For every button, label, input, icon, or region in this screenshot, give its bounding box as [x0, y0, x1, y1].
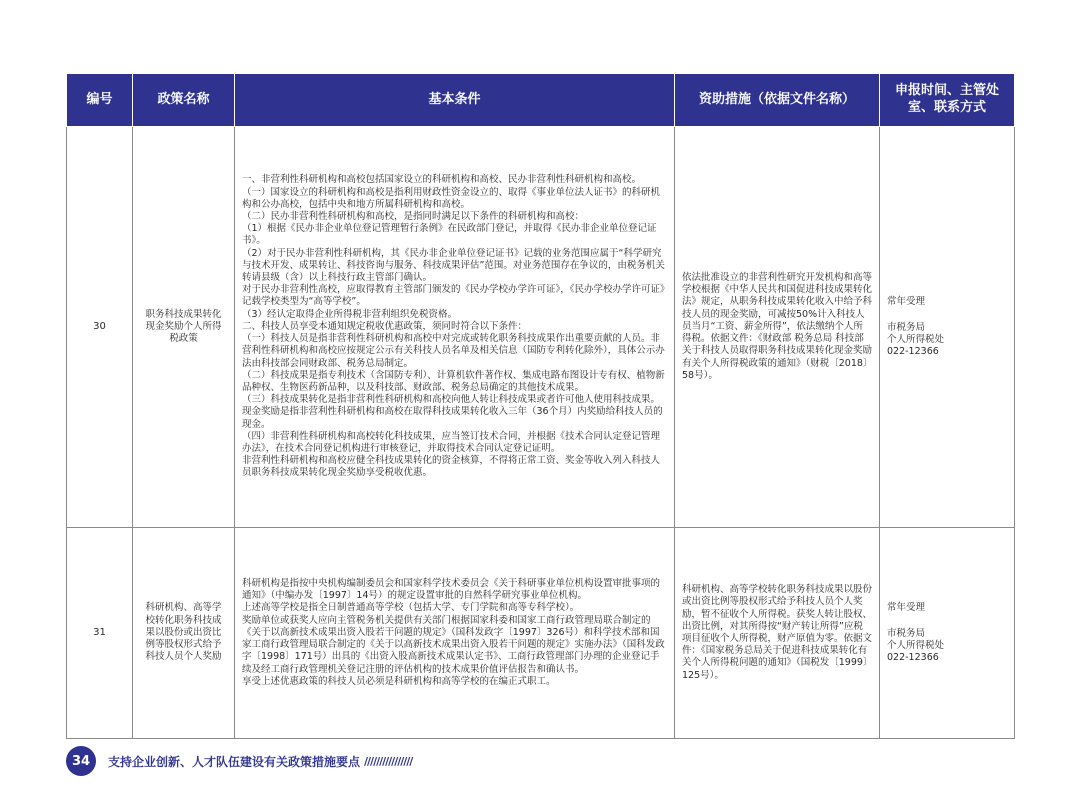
condition-paragraph: （四）非营利性科研机构和高校转化科技成果，应当签订技术合同，并根据《技术合同认定登记管理办法》，在技术合同登记机构进行审核登记，并取得技术合同认定登记证明。 — [242, 430, 661, 454]
condition-paragraph: （一）科技人员是指非营利性科研机构和高校中对完成或转化职务科技成果作出重要贡献的人员。非营利性科研机构和高校应按规定公示有关科技人员名单及相关信息（国防专利转化除外），具体公示办法由科技部会同财政部、税务总局制定。 — [242, 333, 665, 369]
supervising-office: 市税务局 — [887, 627, 926, 639]
row-number: 30 — [67, 127, 133, 528]
footer-decoration: //////////////// — [364, 754, 413, 768]
contact-phone: 022-12366 — [887, 652, 939, 664]
condition-paragraph: （1）根据《民办非企业单位登记管理暂行条例》在民政部门登记，并取得《民办非企业单位登记证书》。 — [242, 223, 657, 247]
condition-paragraph: 对于民办非营利性高校，应取得教育主管部门颁发的《民办学校办学许可证》，《民办学校办学许可证》记载学校类型为“高等学校”。 — [242, 284, 665, 308]
header-measures: 资助措施（依据文件名称） — [675, 74, 880, 127]
contact-phone: 022-12366 — [887, 346, 939, 358]
contact-info — [880, 127, 1015, 528]
condition-paragraph: （二）科技成果是指专利技术（含国防专利）、计算机软件著作权、集成电路布图设计专有权、植物新品种权、生物医药新品种，以及科技部、财政部、税务总局确定的其他技术成果。 — [242, 369, 665, 393]
condition-paragraph: 二、科技人员享受本通知规定税收优惠政策，须同时符合以下条件： — [242, 320, 528, 332]
supervising-division: 个人所得税处 — [887, 334, 945, 345]
condition-paragraph: 享受上述优惠政策的科技人员必须是科研机构和高等学校的在编正式职工。 — [242, 675, 556, 687]
header-number: 编号 — [67, 74, 133, 127]
table-header-row — [67, 74, 1015, 127]
basic-conditions — [235, 127, 675, 528]
application-time: 常年受理 — [887, 295, 926, 307]
policy-name: 科研机构、高等学校转化职务科技成果以股份或出资比例等股权形式给予科技人员个人奖励 — [133, 528, 235, 739]
condition-paragraph: （3）经认定取得企业所得税非营利组织免税资格。 — [242, 308, 458, 320]
supervising-division: 个人所得税处 — [887, 640, 945, 651]
contact-info — [880, 528, 1015, 739]
condition-paragraph: （2）对于民办非营利性科研机构，其《民办非企业单位登记证书》记载的业务范围应属于“科学研究与技术开发、成果转让、科技咨询与服务、科技成果评估”范围。对业务范围存在争议的，由税务机关转请县级（含）以上科技行政主管部门确认。 — [242, 247, 665, 284]
condition-paragraph: 上述高等学校是指全日制普通高等学校（包括大学、专门学院和高等专科学校）。 — [242, 602, 580, 614]
policy-name: 职务科技成果转化现金奖励个人所得税政策 — [133, 127, 235, 528]
page-footer — [66, 746, 412, 776]
funding-measures: 科研机构、高等学校转化职务科技成果以股份或出资比例等股权形式给予科技人员个人奖励，暂不征收个人所得税。获奖人转让股权、出资比例，对其所得按“财产转让所得”应税项目征收个人所得税，财产原值为零。依据文件：《国家税务总局关于促进科技成果转化有关个人所得税问题的通知》（国税发〔1999〕125号）。 — [675, 528, 880, 739]
funding-measures: 依法批准设立的非营利性研究开发机构和高等学校根据《中华人民共和国促进科技成果转化法》规定，从职务科技成果转化收入中给予科技人员的现金奖励，可减按50%计入科技人员当月“工资、薪金所得”，依法缴纳个人所得税。依据文件：《财政部 税务总局 科技部关于科技人员取得职务科技成果转化现金奖励有关个人所得税政策的通知》（财税〔2018〕58号）。 — [675, 127, 880, 528]
condition-paragraph: （一）国家设立的科研机构和高校是指利用财政性资金设立的、取得《事业单位法人证书》的科研机构和公办高校，包括中央和地方所属科研机构和高校。 — [242, 186, 661, 210]
page-number-badge: 34 — [66, 746, 96, 776]
table-row — [67, 127, 1015, 528]
table-row — [67, 528, 1015, 739]
footer-title: 支持企业创新、人才队伍建设有关政策措施要点 — [108, 754, 361, 769]
header-contact: 申报时间、主管处室、联系方式 — [880, 74, 1015, 127]
header-conditions: 基本条件 — [235, 74, 675, 127]
condition-paragraph: （三）科技成果转化是指非营利性科研机构和高校向他人转让科技成果或者许可他人使用科技成果。现金奖励是指非营利性科研机构和高校在取得科技成果转化收入三年（36个月）内奖励给科技人员的现金。 — [242, 394, 663, 430]
condition-paragraph: 科研机构是指按中央机构编制委员会和国家科学技术委员会《关于科研事业单位机构设置审批事项的通知》（中编办发〔1997〕14号）的规定设置审批的自然科学研究事业单位机构。 — [242, 578, 661, 602]
supervising-office: 市税务局 — [887, 321, 926, 333]
application-time: 常年受理 — [887, 601, 926, 613]
basic-conditions — [235, 528, 675, 739]
header-policy-name: 政策名称 — [133, 74, 235, 127]
condition-paragraph: （二）民办非营利性科研机构和高校，是指同时满足以下条件的科研机构和高校： — [242, 211, 585, 223]
condition-paragraph: 一、非营利性科研机构和高校包括国家设立的科研机构和高校、民办非营利性科研机构和高校。 — [242, 174, 642, 186]
row-number: 31 — [67, 528, 133, 739]
condition-paragraph: 非营利性科研机构和高校应健全科技成果转化的资金核算，不得将正常工资、奖金等收入列入科技人员职务科技成果转化现金奖励享受税收优惠。 — [242, 455, 661, 479]
condition-paragraph: 奖励单位或获奖人应向主管税务机关提供有关部门根据国家科委和国家工商行政管理局联合制定的《关于以高新技术成果出资入股若干问题的规定》（国科发政字〔1997〕326号）和科学技术部和国家工商行政管理局联合制定的《关于以高新技术成果出资入股若干问题的规定》实施办法》（国科发政字〔1998〕171号）出具的《出资入股高新技术成果认定书》、工商行政管理部门办理的企业登记手续及经工商行政管理机关登记注册的评估机构的技术成果价值评估报告和确认书。 — [242, 614, 665, 675]
policy-table — [66, 73, 1015, 739]
